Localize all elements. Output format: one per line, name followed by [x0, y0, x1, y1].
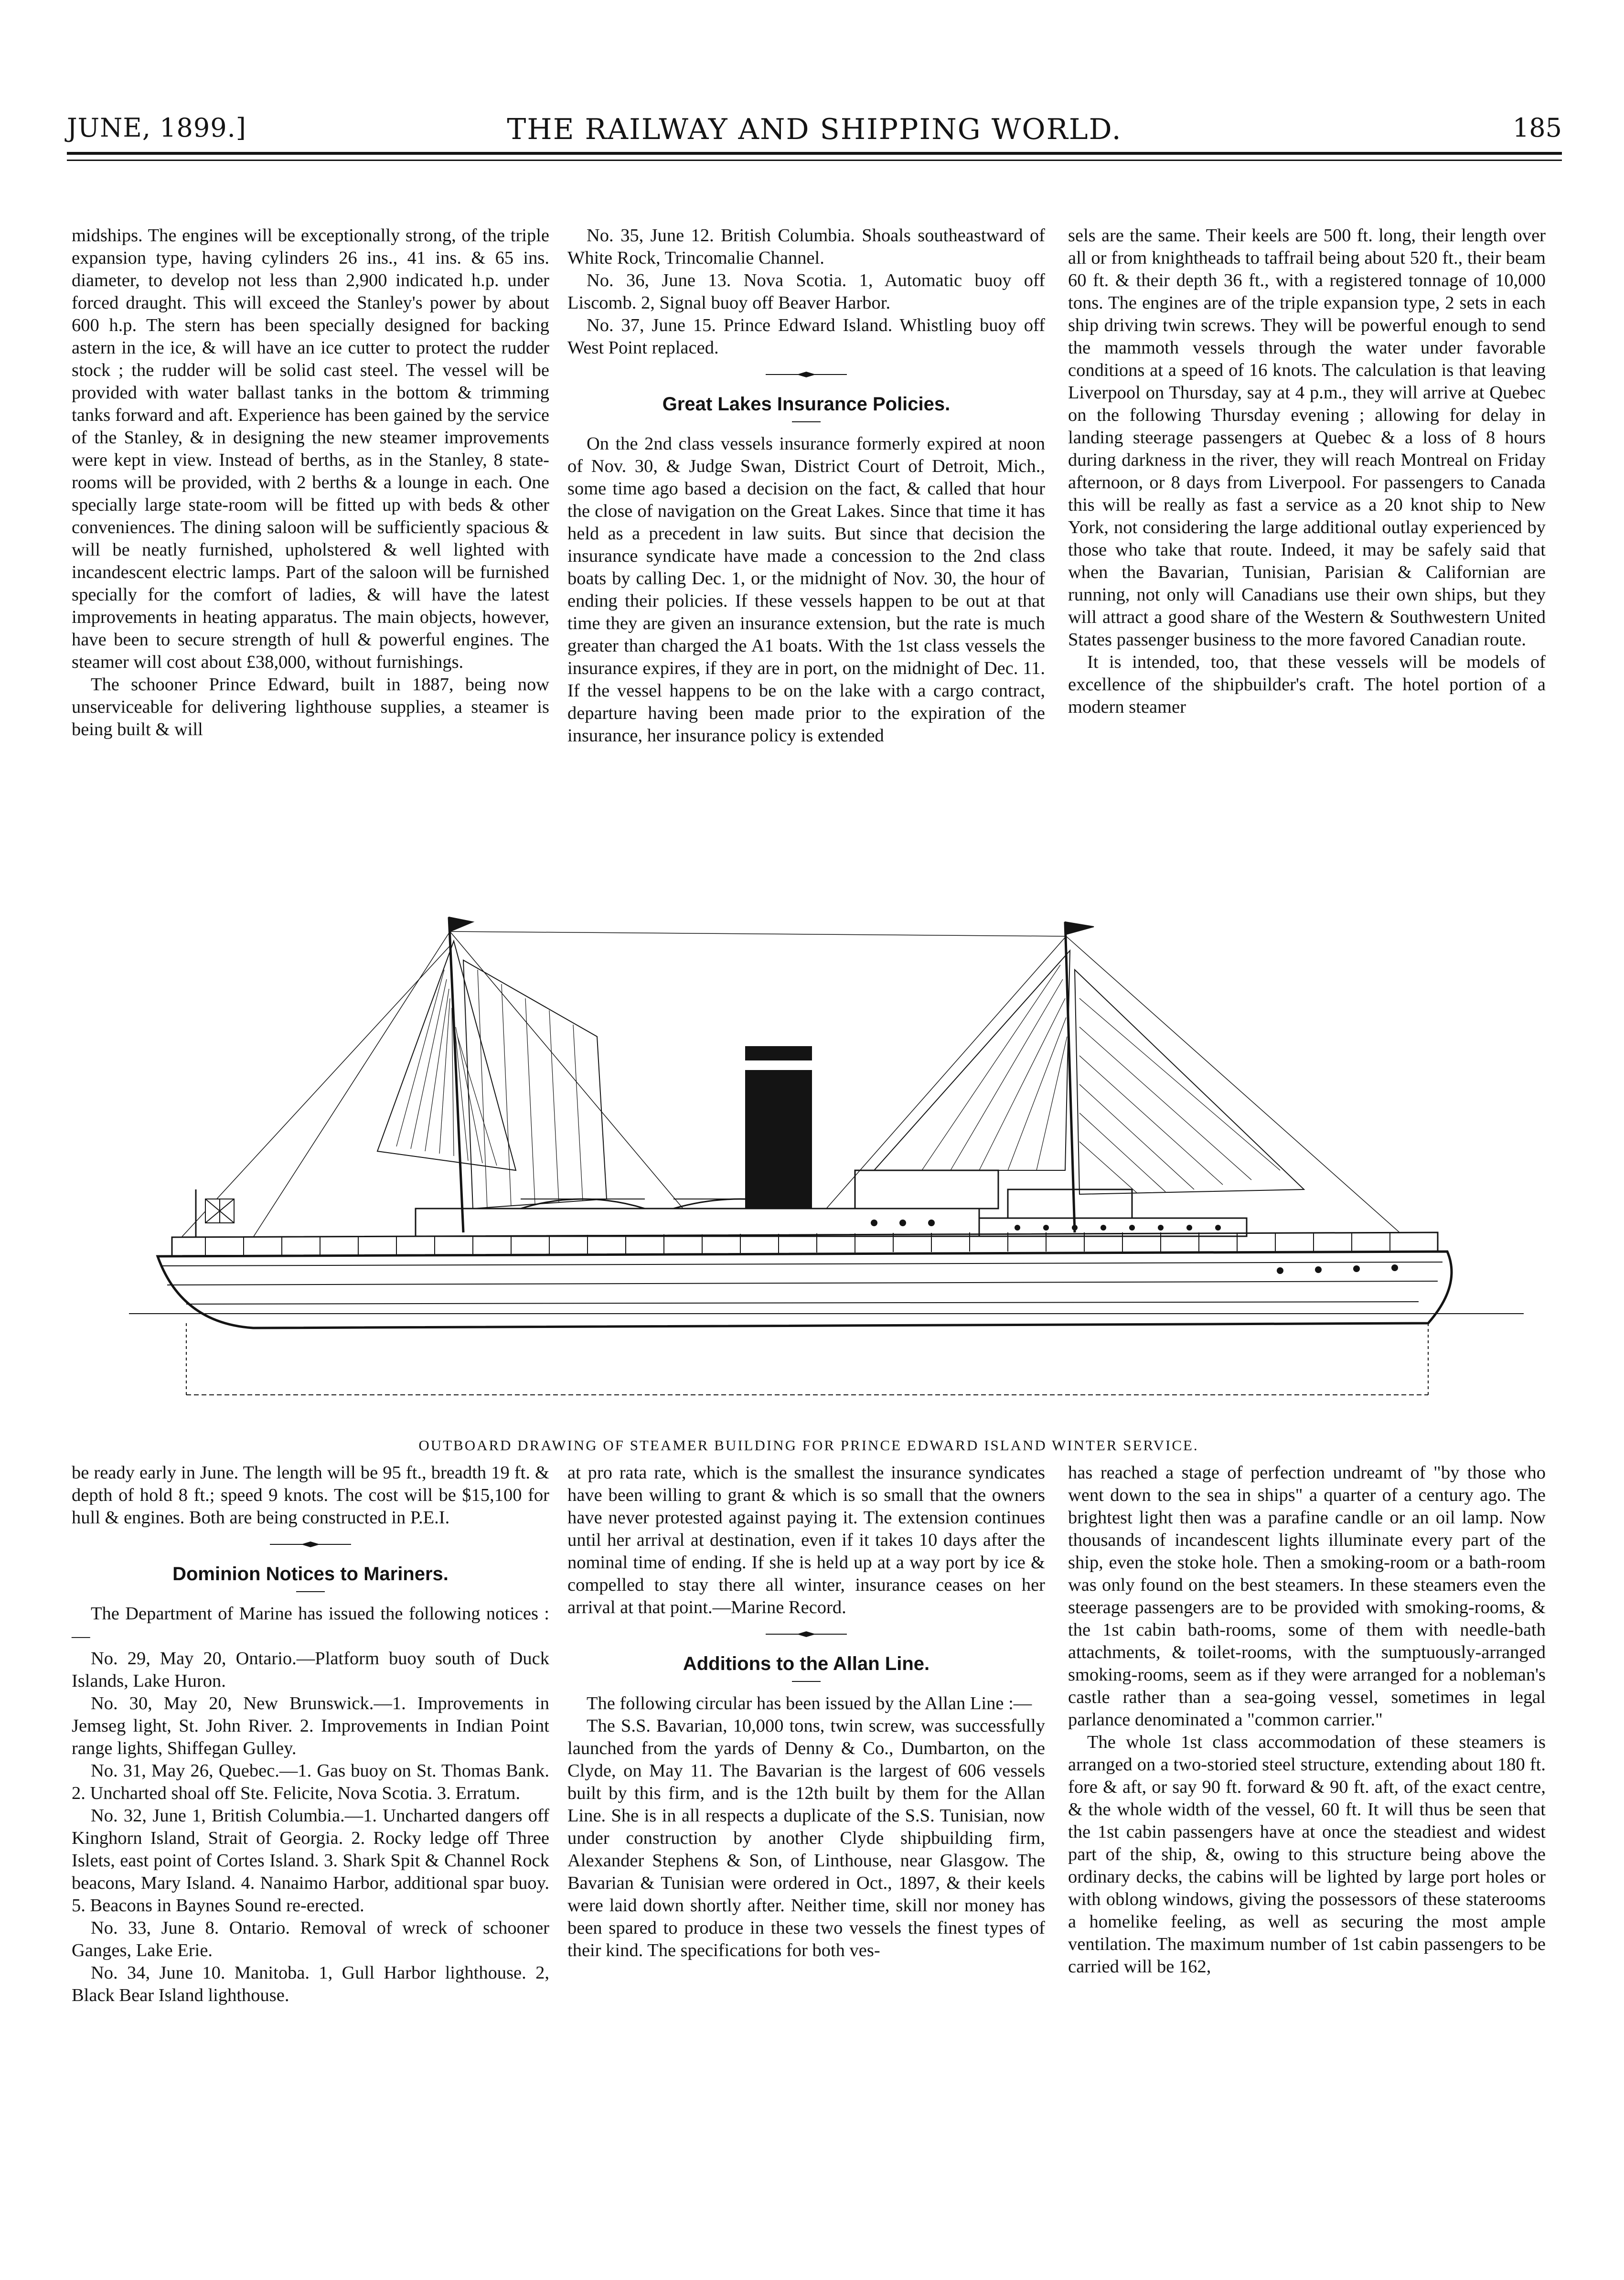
issue-date: JUNE, 1899.]	[67, 113, 246, 143]
column-1-top	[72, 225, 549, 741]
paragraph: The Department of Marine has issued the following notices :—	[72, 1604, 549, 1646]
paragraph: The S.S. Bavarian, 10,000 tons, twin screw, was successfully launched from the yards of Denny & Co., Dumbarton, on the Clyde, on May 11. The Bavarian is the largest of 606 vessels built by this firm, and is the 12th built by them for the Allan Line. She is in all respects a duplicate of the S.S. Tunisian, now under construction by another Clyde shipbuilding firm, Alexander Stephens & Son, of Linthouse, near Glasgow. The Bavarian & Tunisian were ordered in Oct., 1897, & their keels were laid down shortly after. Neither time, skill nor money has been spared to produce in these two vessels the finest types of their kind. The specifications for both ves-	[567, 1716, 1045, 1960]
paragraph: No. 33, June 8. Ontario. Removal of wreck of schooner Ganges, Lake Erie.	[72, 1918, 549, 1960]
paragraph: be ready early in June. The length will be 95 ft., breadth 19 ft. & depth of hold 8 ft.; speed 9 knots. The cost will be $15,100 for hull & engines. Both are being constructed in P.E.I.	[72, 1463, 549, 1528]
heading-dash	[792, 1681, 821, 1682]
column-3-top	[1068, 225, 1546, 718]
paragraph: No. 34, June 10. Manitoba. 1, Gull Harbor lighthouse. 2, Black Bear Island lighthouse.	[72, 1963, 549, 2005]
page-number: 185	[1512, 113, 1562, 143]
page-header	[67, 113, 1562, 165]
paragraph: No. 35, June 12. British Columbia. Shoals southeastward of White Rock, Trincomalie Channel.	[567, 225, 1045, 268]
section-heading: Additions to the Allan Line.	[683, 1653, 930, 1674]
header-rule-thick	[67, 152, 1562, 155]
heading-dash	[296, 1591, 325, 1592]
paragraph: The following circular has been issued by the Allan Line :—	[587, 1693, 1032, 1713]
paragraph: It is intended, too, that these vessels will be models of excellence of the shipbuilder's craft. The hotel portion of a modern steamer	[1068, 652, 1546, 717]
paragraph: at pro rata rate, which is the smallest the insurance syndicates have been willing to grant & which is so small that the owners have never protested against paying it. The extension continues until her arrival at destination, even if it takes 10 days after the nominal time of ending. If she is held up at a way port by ice & compelled to stay there all winter, insurance ceases on her arrival at that point.—Marine Record.	[567, 1463, 1045, 1617]
heading-dash	[792, 421, 821, 422]
paragraph: No. 29, May 20, Ontario.—Platform buoy south of Duck Islands, Lake Huron.	[72, 1648, 549, 1691]
figure-caption: OUTBOARD DRAWING OF STEAMER BUILDING FOR PRINCE EDWARD ISLAND WINTER SERVICE.	[418, 1437, 1199, 1454]
section-ornament-icon	[766, 371, 847, 378]
paragraph: sels are the same. Their keels are 500 ft. long, their length over all or from knightheads to taffrail being about 520 ft., their beam 60 ft. & their depth 36 ft., with a registered tonnage of 10,000 tons. The engines are of the triple expansion type, 2 sets in each ship driving twin screws. They will be powerful enough to send the mammoth vessels through the water under favorable conditions at a speed of 16 knots. The calculation is that leaving Liverpool on Thursday, say at 4 p.m., they will arrive at Quebec on the following Thursday evening ; allowing for delay in landing steerage passengers at Quebec & a loss of 8 hours during darkness in the river, they will reach Montreal on Friday afternoon, or 8 days from Liverpool. For passengers to Canada this will be really as fast a service as a 20 knot ship to New York, not considering the large additional outlay experienced by those who take that route. Indeed, it may be safely said that when the Bavarian, Tunisian, Parisian & Californian are running, not only will Canadians use their own ships, but they will attract a good share of the Western & Southwestern United States passenger business to the more favored Canadian route.	[1068, 225, 1546, 650]
paragraph: No. 32, June 1, British Columbia.—1. Uncharted dangers off Kinghorn Island, Strait of Georgia. 2. Rocky ledge off Three Islets, east point of Cortes Island. 3. Shark Spit & Channel Rock beacons, Mary Island. 4. Nanaimo Harbor, additional spar buoy. 5. Beacons in Baynes Sound re-erected.	[72, 1806, 549, 1916]
paragraph: The schooner Prince Edward, built in 1887, being now unserviceable for delivering lighthouse supplies, a steamer is being built & will	[72, 674, 549, 739]
section-ornament-icon	[270, 1541, 351, 1548]
paragraph: midships. The engines will be exceptionally strong, of the triple expansion type, having cylinders 26 ins., 41 ins. & 65 ins. diameter, to develop not less than 2,900 indicated h.p. under forced draught. This will exceed the Stanley's power by about 600 h.p. The stern has been specially designed for backing astern in the ice, & will have an ice cutter to protect the rudder stock ; the rudder will be solid cast steel. The vessel will be provided with water ballast tanks in the bottom & trimming tanks forward and aft. Experience has been gained by the service of the Stanley, & in designing the new steamer improvements were kept in view. Instead of berths, as in the Stanley, 8 state-rooms will be provided, with 2 berths & a lounge in each. One specially large state-room will be fitted up with beds & other conveniences. The dining saloon will be sufficiently spacious & will be neatly furnished, upholstered & well lighted with incandescent electric lamps. Part of the saloon will be furnished specially for the comfort of ladies, & will have the latest improvements in heating apparatus. The main objects, however, have been to secure strength of hull & powerful engines. The steamer will cost about £38,000, without furnishings.	[72, 225, 549, 672]
column-2-bottom	[567, 1462, 1045, 1962]
paragraph: has reached a stage of perfection undreamt of "by those who went down to the sea in ships" a quarter of a century ago. The brightest light then was a parafine candle or an oil lamp. Now thousands of incandescent lights illuminate every part of the ship, even the stoke hole. Then a smoking-room or a bath-room was only found on the best steamers. In these steamers even the steerage passengers are to be provided with smoking-rooms, & the 1st cabin bath-rooms, some of them with needle-bath attachments, & toilet-rooms, with the sumptuously-arranged smoking-rooms, seem as if they were arranged for a nobleman's castle rather than a sea-going vessel, sometimes in legal parlance denominated a "common carrier."	[1068, 1463, 1546, 1730]
publication-title: THE RAILWAY AND SHIPPING WORLD.	[507, 113, 1122, 146]
paragraph: The whole 1st class accommodation of these steamers is arranged on a two-storied steel structure, extending about 180 ft. fore & aft, or say 90 ft. forward & 90 ft. aft, of the exact centre, & the whole width of the vessel, 60 ft. It will thus be seen that the 1st cabin passengers have at once the steadiest and widest part of the ship, &, owing to this structure being above the ordinary decks, the cabins will be lighted by large port holes or with oblong windows, giving the possessors of these staterooms a homelike feeling, as well as securing the most ample ventilation. The maximum number of 1st cabin passengers to be carried will be 162,	[1068, 1732, 1546, 1977]
section-ornament-icon	[766, 1630, 847, 1638]
header-rule-thin	[67, 160, 1562, 161]
column-2-top	[567, 225, 1045, 747]
column-3-bottom	[1068, 1462, 1546, 1978]
paragraph: No. 31, May 26, Quebec.—1. Gas buoy on St. Thomas Bank. 2. Uncharted shoal off Ste. Felicite, Nova Scotia. 3. Erratum.	[72, 1761, 549, 1803]
paragraph: No. 36, June 13. Nova Scotia. 1, Automatic buoy off Liscomb. 2, Signal buoy off Beaver Harbor.	[567, 270, 1045, 313]
steamer-outboard-drawing	[110, 903, 1533, 1433]
paragraph: On the 2nd class vessels insurance formerly expired at noon of Nov. 30, & Judge Swan, District Court of Detroit, Mich., some time ago based a decision on the fact, & called that hour the close of navigation on the Great Lakes. Since that time it has held as a precedent in law suits. But since that decision the insurance syndicate have made a concession to the 2nd class boats by calling Dec. 1, or the midnight of Nov. 30, the hour of ending their policies. If these vessels happen to be out at that time they are given an insurance extension, but the rate is much greater than charged the A1 boats. With the 1st class vessels the insurance expires, if they are in port, on the midnight of Dec. 11. If the vessel happens to be on the lake with a cargo contract, departure having been made prior to the expiration of the insurance, her insurance policy is extended	[567, 434, 1045, 746]
column-1-bottom	[72, 1462, 549, 2007]
section-heading: Great Lakes Insurance Policies.	[662, 394, 951, 415]
paragraph: No. 37, June 15. Prince Edward Island. Whistling buoy off West Point replaced.	[567, 315, 1045, 358]
section-heading: Dominion Notices to Mariners.	[172, 1563, 449, 1584]
paragraph: No. 30, May 20, New Brunswick.—1. Improvements in Jemseg light, St. John River. 2. Improvements in Indian Point range lights, Shiffegan Gulley.	[72, 1693, 549, 1758]
